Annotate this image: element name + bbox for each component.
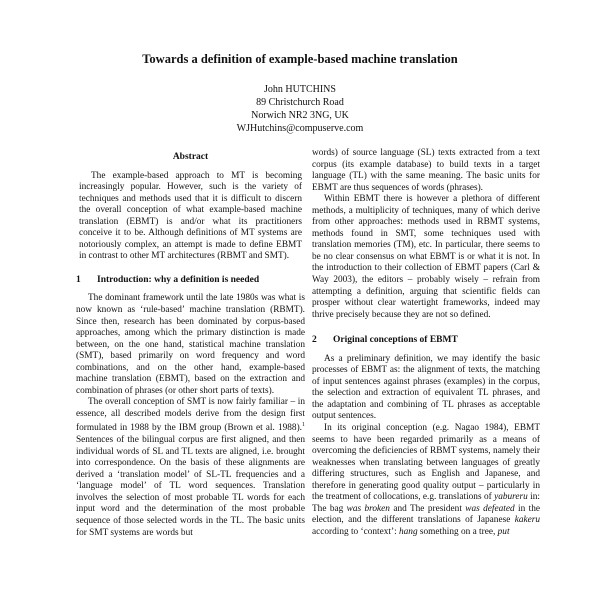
orig-text-1: In its original conception (e.g. Nagao 1984), EBMT seems to have been regarded primarily as a means of overcoming the deficiencies of RBMT systems, namely their weaknesses when translating between languages of greatly differing structures, such as English and Japanese, and therefore in generating good quality output – particularly in the treatment of collocations, e.g. translations of [312, 423, 540, 503]
page-bottom-fade [0, 586, 600, 600]
continued-paragraph: words) of source language (SL) texts extracted from a text corpus (its example database) to build texts in a target language (TL) with the same meaning. The basic units for EBMT are thus sequences of words (phrases). [312, 148, 540, 193]
left-column [76, 148, 305, 539]
section-1-number: 1 [76, 274, 81, 285]
author-block [0, 83, 600, 135]
orig-text-6: something on a tree, [417, 526, 498, 537]
author-address-line2: Norwich NR2 3NG, UK [251, 110, 349, 121]
abstract-heading: Abstract [172, 152, 209, 162]
paragraph-2-end: Sentences of the bilingual corpus are first aligned, and then individual words of SL and TL texts are aligned, i.e. brought into correspondence. On the basis of these alignments are derived a ‘translation model’ of SL-TL frequencies and a ‘language model’ of TL word sequences. Translation involves the selection of most probable TL words for each input word and the determination of the most probable sequence of those selected words in the TL. The basic units for SMT systems are words but [76, 435, 305, 538]
plethora-paragraph: Within EBMT there is however a plethora of different methods, a multiplicity of techniques, many of which derive from other approaches: methods used in RBMT systems, methods found in SMT, some techniques used with translation memories (TM), etc. In particular, there seems to be no clear consensus on what EBMT is or what it is not. In the introduction to their collection of EBMT papers (Carl & Way 2003), the editors – probably wisely – refrain from attempting a definition, arguing that scientific fields can prosper without clear watertight frameworks, indeed may thrive precisely because they are not so defined. [312, 194, 540, 320]
section-1-title: Introduction: why a definition is needed [97, 274, 260, 285]
section-1-paragraph-1: The dominant framework until the late 1980s was what is now known as ‘rule-based’ machine translation (RBMT). Since then, research has been dominated by corpus-based approaches, among which the primary distinction is made between, on the one hand, statistical machine translation (SMT), based primarily on word frequency and word combinations, and on the other hand, example-based machine translation (EBMT), based on the extraction and combination of phrases (or other short parts of texts). [76, 293, 305, 396]
paragraph-2-start: The overall conception of SMT is now fairly familiar – in essence, all described models derive from the design first formulated in 1988 by the IBM group (Brown et al. 1988). [76, 397, 305, 434]
author-address-line1: 89 Christchurch Road [256, 97, 344, 108]
footnote-marker[interactable]: 1 [302, 422, 305, 429]
paper-title: Towards a definition of example-based machine translation [142, 52, 458, 66]
orig-text-3: and The president [389, 503, 466, 514]
term-kakeru: kakeru [514, 515, 540, 526]
abstract-text: The example-based approach to MT is becoming increasingly popular. However, such is the variety of techniques and methods used that it is difficult to discern the overall conception of what example-based machine translation (EBMT) is and/or what its practitioners conceive it to be. Although definitions of MT systems are notoriously complex, an attempt is made to define EBMT in contrast to other MT architectures (RBMT and SMT). [79, 170, 302, 262]
term-was-broken: was broken [346, 503, 390, 514]
term-hang: hang [399, 526, 418, 537]
orig-text-4: in the election, and the different translations of Japanese [312, 503, 540, 526]
term-was-defeated: was defeated [465, 503, 515, 514]
section-2-heading [312, 335, 540, 347]
orig-text-2: in: The bag [312, 492, 540, 514]
section-1-paragraph-2 [76, 397, 305, 539]
orig-text-5: according to ‘context’: [312, 526, 399, 537]
term-yabureru: yabureru [494, 492, 528, 503]
author-name: John HUTCHINS [264, 84, 336, 95]
section-1-heading [76, 275, 305, 287]
section-2-number: 2 [312, 335, 317, 346]
term-put: put [497, 526, 510, 537]
original-conception-paragraph [312, 423, 540, 538]
right-column [312, 148, 540, 539]
author-email: WJHutchins@compuserve.com [236, 123, 364, 134]
preliminary-definition-paragraph: As a preliminary definition, we may identify the basic processes of EBMT as: the alignment of texts, the matching of input sentences against phrases (examples) in the corpus, the selection and extraction of equivalent TL phrases, and the adaptation and combining of TL phrases as acceptable output sentences. [312, 353, 540, 422]
section-2-title: Original conceptions of EBMT [333, 335, 458, 346]
